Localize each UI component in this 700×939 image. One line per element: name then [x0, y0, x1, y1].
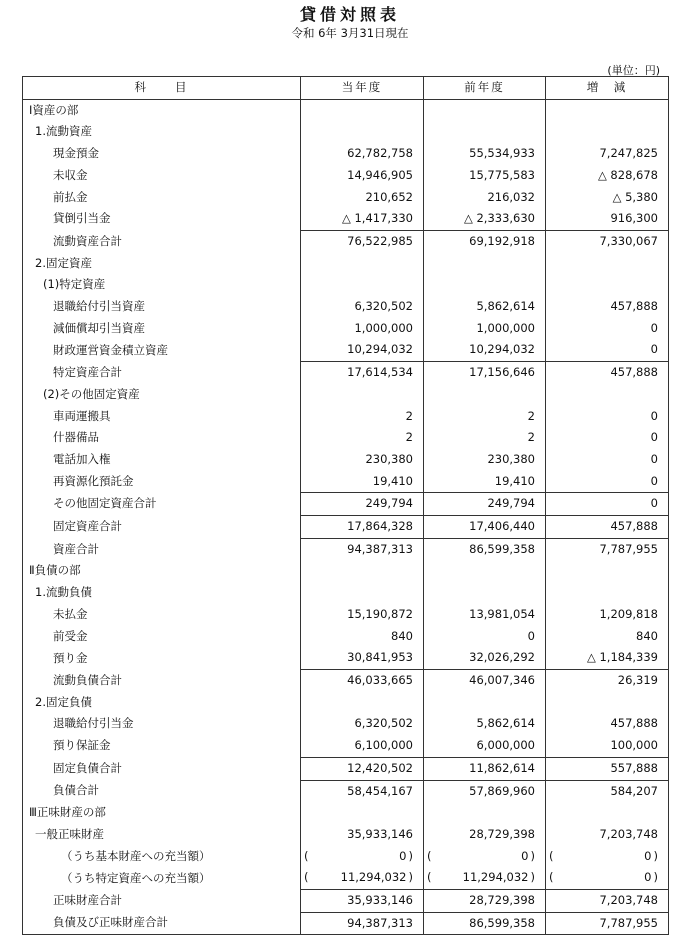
table-body [23, 99, 669, 935]
change-value: 7,203,748 [546, 824, 669, 846]
change-value [546, 582, 669, 604]
previous-year-value: 1,000,000 [424, 318, 546, 340]
table-row [23, 757, 669, 780]
change-value: △ 5,380 [546, 187, 669, 209]
account-name: 固定資産合計 [23, 516, 301, 539]
account-name: 預り保証金 [23, 735, 301, 757]
table-row [23, 99, 669, 121]
current-year-value [301, 121, 424, 143]
previous-year-value: △ 2,333,630 [424, 208, 546, 230]
table-row [23, 692, 669, 714]
account-name: 退職給付引当資産 [23, 296, 301, 318]
table-row [23, 143, 669, 165]
previous-year-value: 6,000,000 [424, 735, 546, 757]
previous-year-value: 57,869,960 [424, 780, 546, 802]
current-year-value: 210,652 [301, 187, 424, 209]
current-year-value: 6,320,502 [301, 296, 424, 318]
table-row [23, 165, 669, 187]
value-text: 11,294,032 [340, 870, 407, 885]
current-year-value [301, 582, 424, 604]
change-value: ( 0 ) [546, 846, 669, 868]
change-value: 557,888 [546, 757, 669, 780]
previous-year-value: 0 [424, 626, 546, 648]
current-year-value [301, 274, 424, 296]
account-name: 再資源化預託金 [23, 471, 301, 493]
current-year-value [301, 802, 424, 824]
current-year-value [301, 560, 424, 582]
table-row [23, 867, 669, 889]
balance-sheet-table [22, 76, 669, 935]
header-account: 科 目 [23, 77, 301, 100]
table-row [23, 318, 669, 340]
account-name: Ⅲ正味財産の部 [23, 802, 301, 824]
previous-year-value: 216,032 [424, 187, 546, 209]
account-name: Ⅱ負債の部 [23, 560, 301, 582]
change-value: 457,888 [546, 296, 669, 318]
table-row [23, 230, 669, 252]
current-year-value: 94,387,313 [301, 912, 424, 935]
change-value: 7,203,748 [546, 890, 669, 913]
change-value: 0 [546, 449, 669, 471]
account-name: 特定資産合計 [23, 362, 301, 384]
header-change: 増 減 [546, 77, 669, 100]
change-value [546, 384, 669, 406]
previous-year-value: 86,599,358 [424, 912, 546, 935]
change-value: 7,247,825 [546, 143, 669, 165]
account-name: 車両運搬具 [23, 406, 301, 428]
account-name: 2.固定負債 [23, 692, 301, 714]
current-year-value: 17,614,534 [301, 362, 424, 384]
current-year-value: 14,946,905 [301, 165, 424, 187]
account-name: 固定負債合計 [23, 757, 301, 780]
current-year-value [301, 99, 424, 121]
change-value [546, 99, 669, 121]
current-year-value: 94,387,313 [301, 538, 424, 560]
current-year-value: 2 [301, 427, 424, 449]
current-year-value: 62,782,758 [301, 143, 424, 165]
current-year-value: 2 [301, 406, 424, 428]
current-year-value: 76,522,985 [301, 230, 424, 252]
header-current-year: 当年度 [301, 77, 424, 100]
account-name: 資産合計 [23, 538, 301, 560]
account-name: 貸倒引当金 [23, 208, 301, 230]
table-row [23, 582, 669, 604]
change-value: △ 1,184,339 [546, 647, 669, 669]
current-year-value: 17,864,328 [301, 516, 424, 539]
current-year-value: 15,190,872 [301, 604, 424, 626]
change-value [546, 121, 669, 143]
previous-year-value [424, 99, 546, 121]
account-name: 退職給付引当金 [23, 713, 301, 735]
change-value [546, 253, 669, 275]
table-row [23, 647, 669, 669]
table-row [23, 824, 669, 846]
current-year-value: ( 0 ) [301, 846, 424, 868]
account-name: 流動資産合計 [23, 230, 301, 252]
change-value: △ 828,678 [546, 165, 669, 187]
previous-year-value: 19,410 [424, 471, 546, 493]
table-row [23, 121, 669, 143]
previous-year-value: ( 11,294,032 ) [424, 867, 546, 889]
previous-year-value: ( 0 ) [424, 846, 546, 868]
change-value [546, 692, 669, 714]
table-row [23, 538, 669, 560]
change-value: ( 0 ) [546, 867, 669, 889]
previous-year-value: 32,026,292 [424, 647, 546, 669]
table-row [23, 427, 669, 449]
table-row [23, 493, 669, 516]
previous-year-value: 69,192,918 [424, 230, 546, 252]
previous-year-value: 17,156,646 [424, 362, 546, 384]
account-name: 2.固定資産 [23, 253, 301, 275]
table-row [23, 713, 669, 735]
previous-year-value: 28,729,398 [424, 824, 546, 846]
previous-year-value: 13,981,054 [424, 604, 546, 626]
as-of-date: 令和 6年 3月31日現在 [291, 26, 409, 40]
previous-year-value [424, 802, 546, 824]
previous-year-value: 15,775,583 [424, 165, 546, 187]
change-value: 840 [546, 626, 669, 648]
change-value [546, 560, 669, 582]
table-row [23, 253, 669, 275]
account-name: 1.流動負債 [23, 582, 301, 604]
value-text: 0 [399, 848, 407, 863]
change-value: 0 [546, 318, 669, 340]
current-year-value: 840 [301, 626, 424, 648]
table-row [23, 912, 669, 935]
change-value: 0 [546, 406, 669, 428]
table-row [23, 516, 669, 539]
previous-year-value [424, 384, 546, 406]
previous-year-value: 5,862,614 [424, 713, 546, 735]
account-name: 現金預金 [23, 143, 301, 165]
current-year-value: ( 11,294,032 ) [301, 867, 424, 889]
change-value: 7,787,955 [546, 912, 669, 935]
previous-year-value: 28,729,398 [424, 890, 546, 913]
current-year-value: 35,933,146 [301, 824, 424, 846]
account-name: 負債合計 [23, 780, 301, 802]
change-value: 7,330,067 [546, 230, 669, 252]
table-row [23, 471, 669, 493]
table-row [23, 406, 669, 428]
previous-year-value: 249,794 [424, 493, 546, 516]
current-year-value: 6,320,502 [301, 713, 424, 735]
previous-year-value: 46,007,346 [424, 669, 546, 691]
previous-year-value: 11,862,614 [424, 757, 546, 780]
header-row [23, 77, 669, 100]
table-row [23, 187, 669, 209]
account-name: 一般正味財産 [23, 824, 301, 846]
change-value: 0 [546, 493, 669, 516]
change-value [546, 274, 669, 296]
previous-year-value: 55,534,933 [424, 143, 546, 165]
table-row [23, 449, 669, 471]
change-value: 457,888 [546, 713, 669, 735]
unit-label: (単位：円) [607, 64, 660, 77]
change-value: 0 [546, 339, 669, 361]
change-value: 916,300 [546, 208, 669, 230]
table-row [23, 669, 669, 691]
change-value: 457,888 [546, 516, 669, 539]
account-name: 負債及び正味財産合計 [23, 912, 301, 935]
document-title: 貸借対照表 [299, 5, 400, 24]
account-name: その他固定資産合計 [23, 493, 301, 516]
previous-year-value: 10,294,032 [424, 339, 546, 361]
table-row [23, 604, 669, 626]
previous-year-value [424, 692, 546, 714]
change-value: 1,209,818 [546, 604, 669, 626]
current-year-value [301, 692, 424, 714]
change-value: 457,888 [546, 362, 669, 384]
change-value [546, 802, 669, 824]
previous-year-value: 86,599,358 [424, 538, 546, 560]
account-name: 1.流動資産 [23, 121, 301, 143]
table-row [23, 208, 669, 230]
table-row [23, 362, 669, 384]
table-row [23, 735, 669, 757]
account-name: 正味財産合計 [23, 890, 301, 913]
table-row [23, 626, 669, 648]
account-name: 電話加入権 [23, 449, 301, 471]
previous-year-value: 2 [424, 427, 546, 449]
value-text: 11,294,032 [462, 870, 529, 885]
previous-year-value: 2 [424, 406, 546, 428]
change-value: 0 [546, 427, 669, 449]
current-year-value: 249,794 [301, 493, 424, 516]
account-name: 預り金 [23, 647, 301, 669]
current-year-value: 46,033,665 [301, 669, 424, 691]
value-text: 0 [644, 870, 652, 885]
account-name: 未払金 [23, 604, 301, 626]
account-name: Ⅰ資産の部 [23, 99, 301, 121]
account-name: 前払金 [23, 187, 301, 209]
account-name: (1)特定資産 [23, 274, 301, 296]
account-name: （うち基本財産への充当額） [23, 846, 301, 868]
table-row [23, 274, 669, 296]
previous-year-value [424, 121, 546, 143]
account-name: 減価償却引当資産 [23, 318, 301, 340]
account-name: （うち特定資産への充当額） [23, 867, 301, 889]
current-year-value [301, 384, 424, 406]
table-row [23, 846, 669, 868]
previous-year-value [424, 582, 546, 604]
previous-year-value: 5,862,614 [424, 296, 546, 318]
current-year-value [301, 253, 424, 275]
account-name: 流動負債合計 [23, 669, 301, 691]
change-value: 100,000 [546, 735, 669, 757]
previous-year-value: 230,380 [424, 449, 546, 471]
change-value: 584,207 [546, 780, 669, 802]
previous-year-value [424, 253, 546, 275]
value-text: 0 [521, 848, 529, 863]
change-value: 0 [546, 471, 669, 493]
current-year-value: 19,410 [301, 471, 424, 493]
previous-year-value [424, 560, 546, 582]
current-year-value: 58,454,167 [301, 780, 424, 802]
table-row [23, 339, 669, 361]
table-row [23, 802, 669, 824]
current-year-value: 30,841,953 [301, 647, 424, 669]
table-row [23, 890, 669, 913]
current-year-value: 10,294,032 [301, 339, 424, 361]
account-name: 什器備品 [23, 427, 301, 449]
table-row [23, 560, 669, 582]
account-name: (2)その他固定資産 [23, 384, 301, 406]
current-year-value: 1,000,000 [301, 318, 424, 340]
account-name: 未収金 [23, 165, 301, 187]
account-name: 前受金 [23, 626, 301, 648]
table-row [23, 296, 669, 318]
table-row [23, 780, 669, 802]
current-year-value: 35,933,146 [301, 890, 424, 913]
account-name: 財政運営資金積立資産 [23, 339, 301, 361]
change-value: 26,319 [546, 669, 669, 691]
header-previous-year: 前年度 [424, 77, 546, 100]
previous-year-value [424, 274, 546, 296]
current-year-value: 230,380 [301, 449, 424, 471]
current-year-value: 6,100,000 [301, 735, 424, 757]
previous-year-value: 17,406,440 [424, 516, 546, 539]
current-year-value: △ 1,417,330 [301, 208, 424, 230]
table-row [23, 384, 669, 406]
change-value: 7,787,955 [546, 538, 669, 560]
value-text: 0 [644, 848, 652, 863]
current-year-value: 12,420,502 [301, 757, 424, 780]
